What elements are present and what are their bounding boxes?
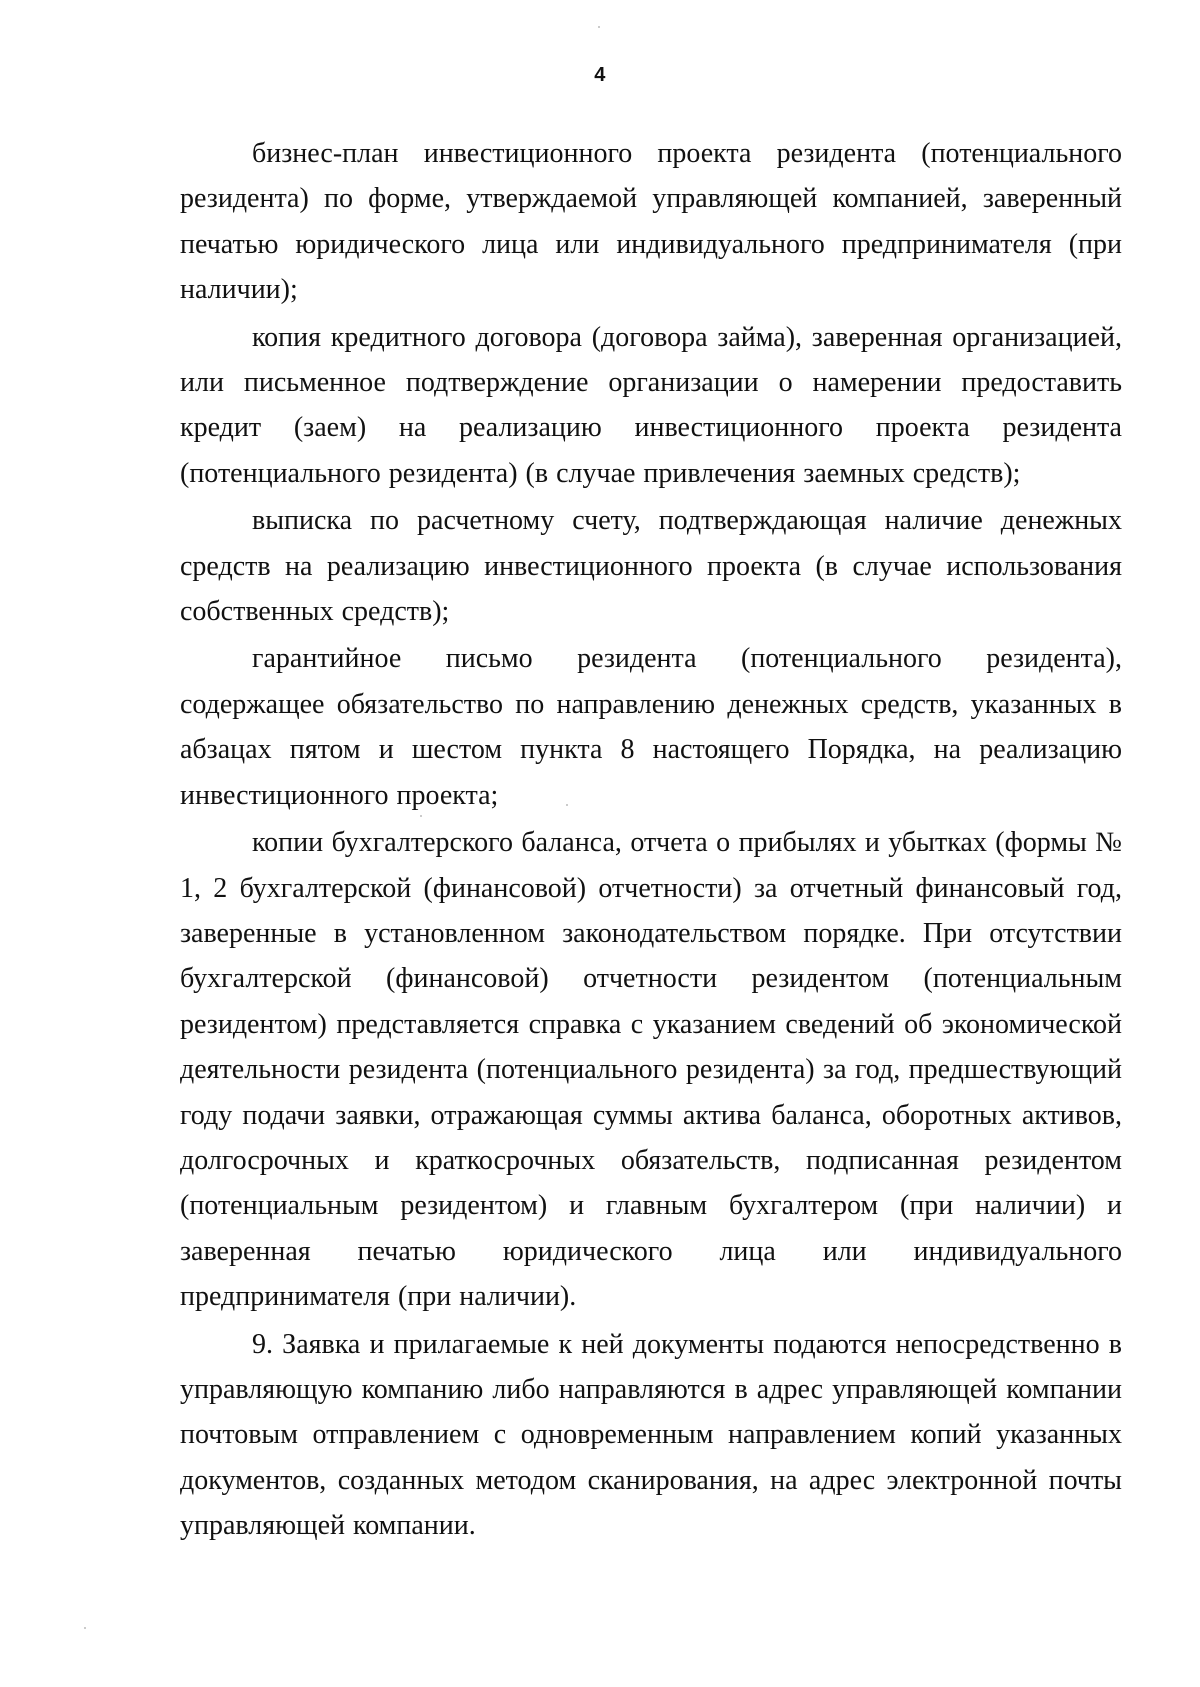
document-body — [180, 131, 1122, 1549]
scan-speck — [598, 26, 600, 28]
paragraph-credit-agreement: копия кредитного договора (договора займа), заверенная организацией, или письменное подтверждение организации о намерении предоставить кредит (заем) на реализацию инвестиционного проекта резидента (потенциального резидента) (в случае привлечения заемных средств); — [180, 321, 1122, 489]
paragraph-guarantee-letter: гарантийное письмо резидента (потенциального резидента), содержащее обязательство по направлению денежных средств, указанных в абзацах пятом и шестом пункта 8 настоящего Порядка, на реализацию инвестиционного проекта; — [180, 643, 1122, 811]
paragraph-account-statement: выписка по расчетному счету, подтверждающая наличие денежных средств на реализацию инвестиционного проекта (в случае использования собственных средств); — [180, 505, 1122, 628]
scan-speck — [84, 1627, 86, 1629]
scan-speck — [420, 815, 422, 817]
page-number: 4 — [594, 64, 606, 86]
paragraph-business-plan: бизнес-план инвестиционного проекта резидента (потенциального резидента) по форме, утверждаемой управляющей компанией, заверенный печатью юридического лица или индивидуального предпринимателя (при наличии); — [180, 138, 1122, 306]
paragraph-accounting-reports: копии бухгалтерского баланса, отчета о прибылях и убытках (формы № 1, 2 бухгалтерской (финансовой) отчетности) за отчетный финансовый год, заверенные в установленном законодательством порядке. При отсутствии бухгалтерской (финансовой) отчетности резидентом (потенциальным резидентом) представляется справка с указанием сведений об экономической деятельности резидента (потенциального резидента) за год, предшествующий году подачи заявки, отражающая суммы актива баланса, оборотных активов, долгосрочных и краткосрочных обязательств, подписанная резидентом (потенциальным резидентом) и главным бухгалтером (при наличии) и заверенная печатью юридического лица или индивидуального предпринимателя (при наличии). — [180, 827, 1122, 1313]
paragraph-application-submission: 9. Заявка и прилагаемые к ней документы подаются непосредственно в управляющую компанию либо направляются в адрес управляющей компании почтовым отправлением с одновременным направлением копий указанных документов, созданных методом сканирования, на адрес электронной почты управляющей компании. — [180, 1328, 1122, 1542]
scan-speck — [566, 804, 568, 806]
